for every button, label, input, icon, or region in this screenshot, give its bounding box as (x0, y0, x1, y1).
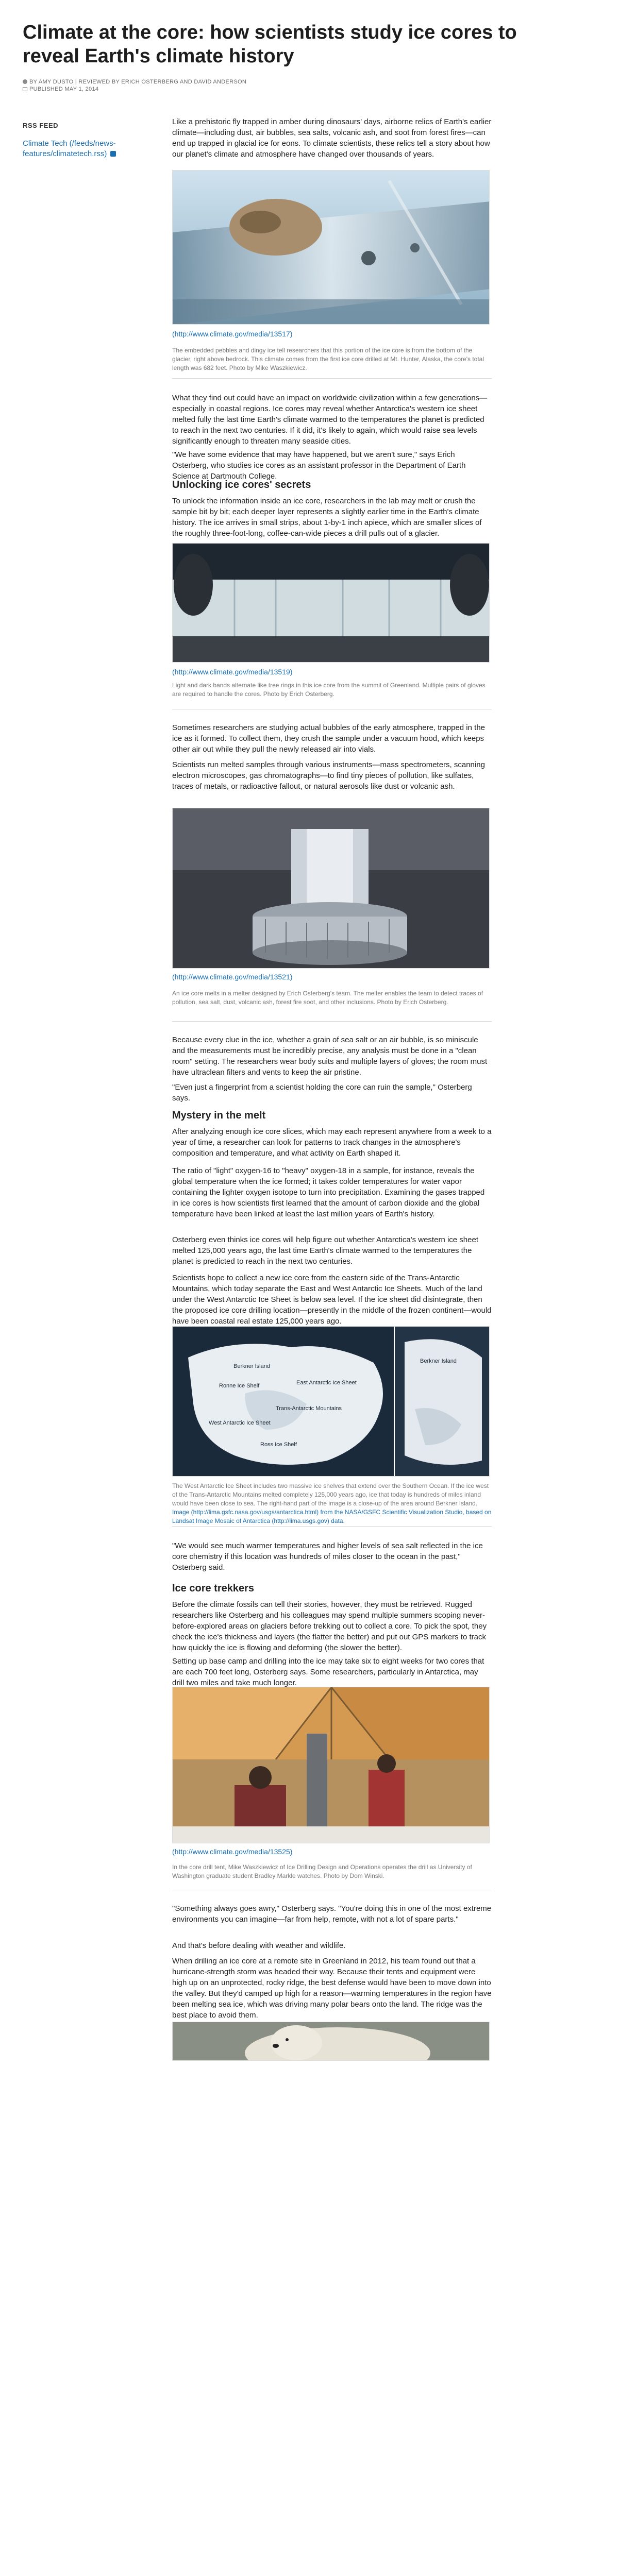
paragraph: To unlock the information inside an ice core, researchers in the lab may melt or crush the sample bit by bit; each deeper layer represents a slightly earlier time in the Earth's climate history. The ice arrives in small strips, about 1-by-1 inch apiece, which are smaller slices of the roughly three-foot-long, coffee-can-wide pieces a drill pulls out of a glacier. (172, 497, 482, 538)
photo-caption: In the core drill tent, Mike Waszkiewicz of Ice Drilling Design and Operations operates the drill as University of Washington graduate student Bradley Markle watches. Photo by Dom Winski. (172, 1863, 472, 1879)
section-heading: Ice core trekkers (172, 1583, 255, 1594)
photo-caption: An ice core melts in a melter designed by Erich Osterberg's team. The melter enables the team to detect traces of pollution, sea salt, dust, volcanic ash, forest fire soot, and other inclusions. Photo by Erich Osterberg. (172, 990, 483, 1006)
paragraph: Before the climate fossils can tell their stories, however, they must be retrieved. Rugged researchers like Osterberg and his colleagues may spend multiple summers scoping never-before-explored areas on glaciers before trekking out to collect a core. To pick the spot, they check the ice's thickness and layers (the flatter the better) and put out GPS markers to track how quickly the ice is flowing and deforming (the slower the better). (172, 1600, 487, 1652)
divider (172, 1526, 492, 1527)
ice-core-photo-1 (172, 170, 490, 325)
section-heading: Mystery in the melt (172, 1110, 266, 1121)
ice-core-melter-photo (172, 808, 490, 969)
paragraph: "We would see much warmer temperatures and higher levels of sea salt reflected in the ice core chemistry if this location was hundreds of miles closer to the ocean in the past," Osterberg said. (172, 1541, 483, 1572)
polar-bear-image (173, 2022, 490, 2061)
map-label-berkner: Berkner Island (233, 1363, 270, 1369)
section-heading: Unlocking ice cores' secrets (172, 479, 311, 490)
drill-tent-photo (172, 1687, 490, 1843)
map-label-ronne: Ronne Ice Shelf (219, 1383, 260, 1389)
melter-image (173, 808, 490, 969)
polar-bear-photo (172, 2022, 490, 2061)
sidebar (23, 122, 136, 159)
paragraph: Setting up base camp and drilling into the ice may take six to eight weeks for two cores that are each 700 feet long, Osterberg says. Some researchers, particularly in Antarctica, may drill two miles and take much longer. (172, 1657, 484, 1687)
paragraph: Sometimes researchers are studying actual bubbles of the early atmosphere, trapped in the ice as it formed. To collect them, they crush the sample under a vacuum hood, which keeps other air out while they pull the newly released air into vials. (172, 723, 486, 754)
divider (172, 1021, 492, 1022)
paragraph: "Something always goes awry," Osterberg says. "You're doing this in one of the most extreme environments you can imagine—far from help, remote, with not a lot of spare parts." (172, 1904, 492, 1924)
byline-sep: | (75, 79, 77, 85)
map-label-ross: Ross Ice Shelf (260, 1442, 297, 1448)
paragraph: What they find out could have an impact on worldwide civilization within a few generations—especially in coastal regions. Ice cores may reveal whether Antarctica's western ice sheet melted fully the last time Earth's climate warmed to the temperatures the planet is predicted to reach in the next two centuries. If it did, it's likely to again, which would raise sea levels significantly enough to threaten many seaside cities. (172, 394, 488, 446)
media-link[interactable]: (http://www.climate.gov/media/13519) (172, 668, 293, 676)
media-link[interactable]: (http://www.climate.gov/media/13525) (172, 1848, 293, 1856)
publish-date: PUBLISHED MAY 1, 2014 (29, 86, 99, 92)
map-label-trans: Trans-Antarctic Mountains (276, 1405, 342, 1412)
antarctica-map (172, 1326, 490, 1477)
rss-icon (110, 151, 116, 157)
paragraph: Scientists hope to collect a new ice core from the eastern side of the Trans-Antarctic Mountains, which today separate the East and West Antarctic Ice Sheets. Much of the land under the West Antarctic Ice Sheet is below sea level. If the ice sheet did disintegrate, then the proposed ice core drilling location—presently in the middle of the frozen continent—would have been coastal real estate 125,000 years ago. (172, 1274, 492, 1326)
divider (172, 378, 492, 379)
antarctica-map-image (173, 1327, 490, 1477)
paragraph: And that's before dealing with weather and wildlife. (172, 1941, 346, 1950)
map-caption: The West Antarctic Ice Sheet includes two massive ice shelves that extend over the Southern Ocean. If the ice west of the Trans-Antarctic Mountains melted completely 125,000 years ago, ice that today is hundreds of miles inland would have been close to sea. The right-hand part of the image is a close-up of the area around Berkner Island. Image (http://lima.gsfc.nasa.gov/usgs/antarctica.html) from the NASA/GSFC Scientific Visualization Studio, based on Landsat Image Mosaic of Antarctica (http://lima.usgs.gov) data. (172, 1482, 492, 1524)
ice-core-bands-image (173, 544, 490, 663)
paragraph: Like a prehistoric fly trapped in amber during dinosaurs' days, airborne relics of Earth's earlier climate—including dust, air bubbles, sea salts, volcanic ash, and soot from forest fires—can end up trapped in glacial ice for eons. To climate scientists, these relics tell a story about how our planet's climate and atmosphere have changed over thousands of years. (172, 117, 492, 159)
paragraph: Osterberg even thinks ice cores will help figure out whether Antarctica's western ice sheet melted 125,000 years ago, the last time Earth's climate warmed to the temperatures the planet is predicted to reach in the next two centuries. (172, 1235, 478, 1266)
map-label-west: West Antarctic Ice Sheet (209, 1420, 271, 1426)
calendar-icon (23, 87, 27, 91)
author-icon (23, 79, 27, 84)
photo-caption: The embedded pebbles and dingy ice tell researchers that this portion of the ice core is from the bottom of the glacier, right above bedrock. This climate comes from the first ice core drilled at Mt. Hunter, Alaska, the core's total length was 682 feet. Photo by Mike Waszkiewicz. (172, 347, 484, 371)
ice-core-photo-2 (172, 543, 490, 663)
paragraph: After analyzing enough ice core slices, which may each represent anywhere from a week to a year of time, a researcher can look for patterns to track changes in the atmosphere's composition and temperature, and what activity on Earth shaped it. (172, 1127, 492, 1158)
rss-feed-link[interactable]: Climate Tech (/feeds/news-features/climatetech.rss) (23, 139, 116, 158)
map-label-east: East Antarctic Ice Sheet (296, 1380, 357, 1386)
author: BY AMY DUSTO (29, 79, 74, 85)
image-source-link[interactable]: Image (http://lima.gsfc.nasa.gov/usgs/antarctica.html) from the NASA/GSFC Scientific Visualization Studio, based on Landsat Image Mosaic of Antarctica (http://lima.usgs.gov) data. (172, 1509, 492, 1524)
rss-heading: RSS FEED (23, 122, 59, 129)
photo-caption: Light and dark bands alternate like tree rings in this ice core from the summit of Greenland. Multiple pairs of gloves are required to handle the cores. Photo by Erich Osterberg. (172, 682, 486, 698)
media-link[interactable]: (http://www.climate.gov/media/13517) (172, 330, 293, 338)
paragraph: "Even just a fingerprint from a scientist holding the core can ruin the sample," Osterberg says. (172, 1083, 472, 1103)
map-label-berkner-inset: Berkner Island (420, 1358, 457, 1364)
paragraph: The ratio of "light" oxygen-16 to "heavy" oxygen-18 in a sample, for instance, reveals the global temperature when the ice formed; it takes colder temperatures for water vapor containing the lighter oxygen isotope to turn into precipitation. Examining the gases trapped in ice cores is how scientists first learned that the amount of carbon dioxide and the global temperature have been linked at least the last million years of Earth's history. (172, 1166, 485, 1218)
paragraph: Because every clue in the ice, whether a grain of sea salt or an air bubble, is so miniscule and the measurements must be incredibly precise, any analysis must be done in a "clean room" setting. The researchers wear body suits and multiple layers of gloves; the room must have ultraclean filters and vents to keep the air pristine. (172, 1036, 488, 1077)
article-title: Climate at the core: how scientists study ice cores to reveal Earth's climate history (23, 22, 517, 67)
paragraph: "We have some evidence that may have happened, but we aren't sure," says Erich Osterberg, who studies ice cores as an assistant professor in the Department of Earth Science at Dartmouth College. (172, 450, 466, 481)
reviewers: REVIEWED BY ERICH OSTERBERG AND DAVID ANDERSON (78, 79, 247, 85)
media-link[interactable]: (http://www.climate.gov/media/13521) (172, 973, 293, 981)
paragraph: Scientists run melted samples through various instruments—mass spectrometers, scanning electron microscopes, gas chromatographs—to find tiny pieces of pollution, like sulfates, traces of metals, or radioactive fallout, or natural aerosols like dust or volcanic ash. (172, 760, 485, 791)
ice-core-pebbles-image (173, 171, 490, 325)
paragraph: When drilling an ice core at a remote site in Greenland in 2012, his team found out that a hurricane-strength storm was headed their way. Because their tents and equipment were high up on an unprotected, rocky ridge, the best defense would have been to move down into the valley. But they'd camped up high for a reason—warming temperatures in the region have been melting sea ice, which was driving many polar bears onto the land. The ridge was the best place to avoid them. (172, 1957, 492, 2020)
byline (23, 78, 246, 93)
drill-tent-image (173, 1687, 490, 1843)
